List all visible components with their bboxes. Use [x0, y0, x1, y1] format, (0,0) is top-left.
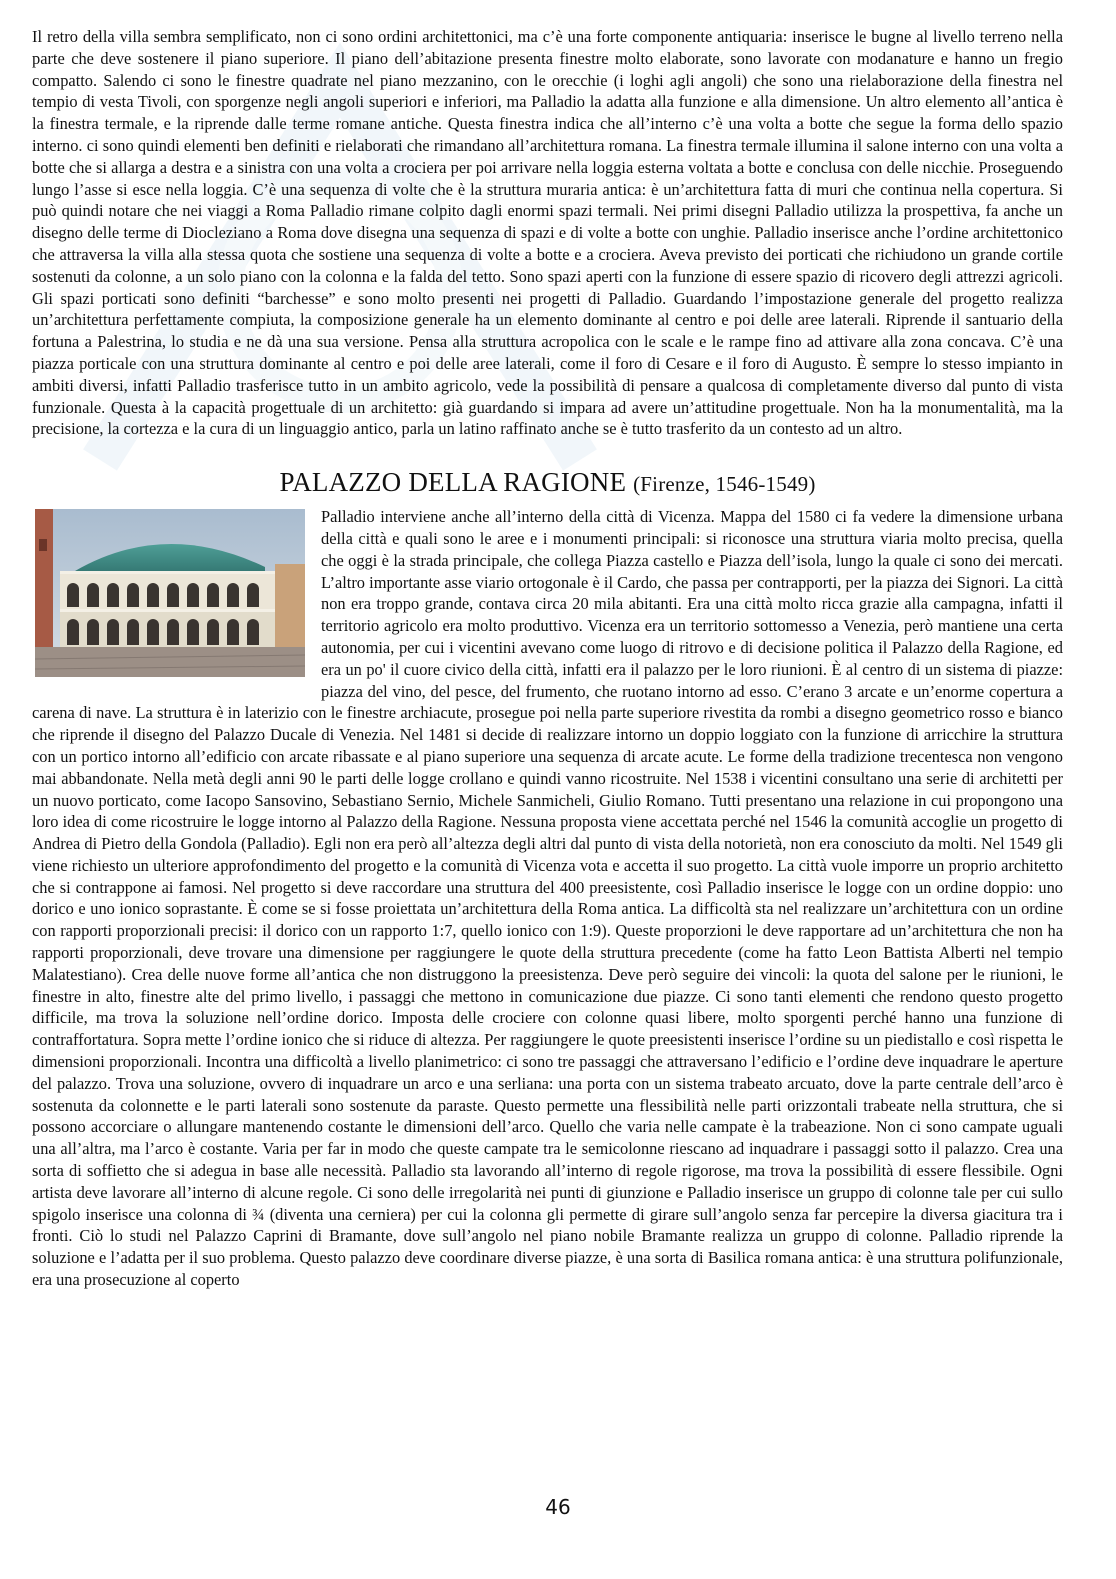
section-subtitle: (Firenze, 1546-1549) — [633, 472, 816, 497]
paragraph-villa-retro: Il retro della villa sembra semplificato, non ci sono ordini architettonici, ma c’è una forte componente antiquaria: inserisce le bugne al livello terreno nella parte che deve sostenere il piano superiore. Il piano dell’abitazione presenta finestre molto elaborate, sono lavorate con modanature e hanno un fregio compatto. Salendo ci sono le finestre quadrate nel piano mezzanino, con le orecchie (i loghi agli angoli) che sono una rielaborazione della finestra nel tempio di vesta Tivoli, con sporgenze negli angoli superiori e inferiori, ma Palladio la adatta alla funzione e alla dimensione. Un altro elemento all’antica è la finestra termale, e la riprende dalle terme romane antiche. Questa finestra indica che all’interno c’è una volta a botte che segue la forma dello spazio interno. ci sono quindi elementi ben definiti e rielaborati che rimandano all’architettura romana. La finestra termale illumina il salone interno con una volta a botte che si allarga a destra e a sinistra con una volta a crociera per poi arrivare nella loggia esterna voltata a botte e conclusa con delle nicchie. Proseguendo lungo l’asse si esce nella loggia. C’è una sequenza di volte che è la struttura muraria antica: è un’architettura fatta di muri che continua nella copertura. Si può quindi notare che nei viaggi a Roma Palladio rimane colpito dagli enormi spazi termali. Nei primi disegni Palladio utilizza la prospettiva, fa anche un disegno delle terme di Diocleziano a Roma dove disegna una sequenza di spazi e di volte a botte con unghie. Palladio inserisce anche l’ordine architettonico che attraversa la villa alla stessa quota che sostiene una sequenza di volte a botte e a crociera. Aveva previsto dei porticati che richiudono un grande cortile sostenuti da colonne, a un solo piano con la colonna e la falda del tetto. Sono spazi aperti con la funzione di essere spazio di ricovero degli attrezzi agricoli. Gli spazi porticati sono definiti “barchesse” e sono molto presenti nei progetti di Palladio. Guardando l’impostazione generale del progetto realizza un’architettura perfettamente compiuta, la composizione generale ha un elemento dominante al centro e poi delle aree laterali. Riprende il santuario della fortuna a Palestrina, lo studia e ne dà una sua versione. Pensa alla struttura acropolica con le scale e le rampe fino ad attivare alla zona concava. C’è una piazza porticale con una struttura dominante al centro e poi delle aree laterali, come il foro di Cesare e il foro di Augusto. È sempre lo stesso impianto in ambiti diversi, infatti Palladio trasferisce tutto in un ambito agricolo, vede la possibilità di pensare a qualcosa di completamente diverso dal punto di vista funzionale. Questa à la capacità progettuale di un architetto: già guardando si impara ad avere un’attitudine progettuale. Non ha la monumentalità, ma la precisione, la cortezza e la cura di un linguaggio antico, parla un latino raffinato anche se è tutto trasferito da un contesto ad un altro. — [32, 27, 1063, 439]
palazzo-ragione-photo — [35, 509, 305, 677]
page-number: 46 — [545, 1495, 571, 1519]
document-page — [32, 26, 1063, 1291]
section-heading — [32, 466, 1063, 500]
paragraph-palazzo-ragione: Palladio interviene anche all’interno della città di Vicenza. Mappa del 1580 ci fa vedere la dimensione urbana della città e quali sono le aree e i monumenti principali: si riconosce una struttura viaria molto precisa, quella che oggi è la strada principale, che collega Piazza castello e Piazza dell’isola, lungo la quale ci sono dei mercati. L’altro importante asse viario ortogonale è il Cardo, che passa per contrapporti, per la piazza dei Signori. La città non era troppo grande, contava circa 20 mila abitanti. Era una città molto ricca grazie alla campagna, infatti il territorio agricolo era molto produttivo. Vicenza era un territorio sottomesso a Venezia, però mantiene una certa autonomia, per cui i vicentini avevano come luogo di ritrovo e di decisione politica il Palazzo della Ragione, ed era un po' il cuore civico della città, infatti era il palazzo per le loro riunioni. È al centro di un sistema di piazze: piazza del vino, del pesce, del frumento, che ruotano intorno ad esso. C’erano 3 arcate e un’enorme copertura a carena di nave. La struttura è in laterizio con le finestre archiacute, prosegue poi nella parte superiore rivestita da rombi a disegno geometrico rosso e bianco che riprende il disegno del Palazzo Ducale di Venezia. Nel 1481 si decide di realizzare intorno un doppio loggiato con la funzione di arricchire la struttura con un portico intorno all’edificio con arcate ribassate e al piano superiore una sequenza di arcate acute. Le forme della tradizione trecentesca non vengono mai abbandonate. Nella metà degli anni 90 le parti delle logge crollano e quindi vanno ricostruite. Nel 1538 i vicentini consultano una serie di architetti per un nuovo porticato, come Iacopo Sansovino, Sebastiano Sernio, Michele Sanmicheli, Giulio Romano. Tutti presentano una relazione in cui propongono una loro idea di come ricostruire le logge intorno al Palazzo della Ragione. Nessuna proposta viene accettata perché nel 1546 la comunità accoglie un progetto di Andrea di Pietro della Gondola (Palladio). Egli non era però all’altezza degli altri dal punto di vista della notorietà, non era conosciuto da molti. Nel 1549 gli viene richiesto un ulteriore approfondimento del progetto e la comunità di Vicenza vota e accetta il suo progetto. La città vuole imporre un proprio architetto che si contrappone ai famosi. Nel progetto si deve raccordare una struttura del 400 preesistente, così Palladio inserisce le logge con un ordine doppio: uno dorico e uno ionico soprastante. È come se si fosse proiettata un’architettura della Roma antica. La difficoltà sta nel realizzare un’architettura con un ordine con rapporti proporzionali precisi: il dorico con un rapporto 1:7, quello ionico con 1:9). Queste proporzioni le deve rapportare ad un’architettura che non ha rapporti proporzionali, deve trovare una dimensione per raggiungere le quote della struttura precedente (come ha fatto Leon Battista Alberti nel tempio Malatestiano). Crea delle nuove forme all’antica che non distruggono la preesistenza. Deve però seguire dei vincoli: la quota del salone per le riunioni, le finestre in alto, finestre alte del primo livello, i passaggi che mettono in comunicazione due piazze. Ci sono tanti elementi che rendono questo progetto difficile, ma trova la soluzione nell’ordine dorico. Imposta delle crociere con colonne quasi libere, molto sporgenti perché hanno una funzione di contraffortatura. Sopra mette l’ordine ionico che si riduce di altezza. Per raggiungere le quote preesistenti inserisce l’ordine su un piedistallo e così rispetta le dimensioni proporzionali. Incontra una difficoltà a livello planimetrico: ci sono tre passaggi che attraversano l’edificio e l’ordine deve inquadrare le aperture del palazzo. Trova una soluzione, ovvero di inquadrare un arco e una serliana: una porta con un sistema trabeato arcuato, dove la parte centrale dell’arco è sostenuta da colonnette e le parti laterali sono sostenute da paraste. Questo permette una flessibilità nelle parti orizzontali trabeate nella struttura, che si possono accorciare o allungare mantenendo costante le dimensioni dell’arco. Quello che varia nelle campate è la trabeazione. Non ci sono campate uguali una all’altra, ma l’arco è costante. Varia per far in modo che queste campate tra le semicolonne riescano ad inquadrare i passaggi sotto il palazzo. Crea una sorta di soffietto che si adegua in base alle necessità. Palladio sta lavorando all’interno di regole rigorose, ma trova la possibilità di essere flessibile. Ogni artista deve lavorare all’interno di alcune regole. Ci sono delle irregolarità nei punti di giunzione e Palladio inserisce un gruppo di colonne tale per cui sullo spigolo inserisce una colonna di ¾ (diventa una cerniera) per cui la colonna gli permette di girare sull’angolo senza far percepire la diversa giacitura tra i fronti. Ciò lo studi nel Palazzo Caprini di Bramante, dove sull’angolo nel piano nobile Bramante realizza un gruppo di colonne. Palladio riprende la soluzione e l’adatta per il suo problema. Questo palazzo deve coordinare diverse piazze, è una sorta di Basilica romana antica: è una struttura polifunzionale, era una prosecuzione al coperto — [32, 507, 1063, 1290]
section-title: PALAZZO DELLA RAGIONE — [279, 467, 627, 498]
